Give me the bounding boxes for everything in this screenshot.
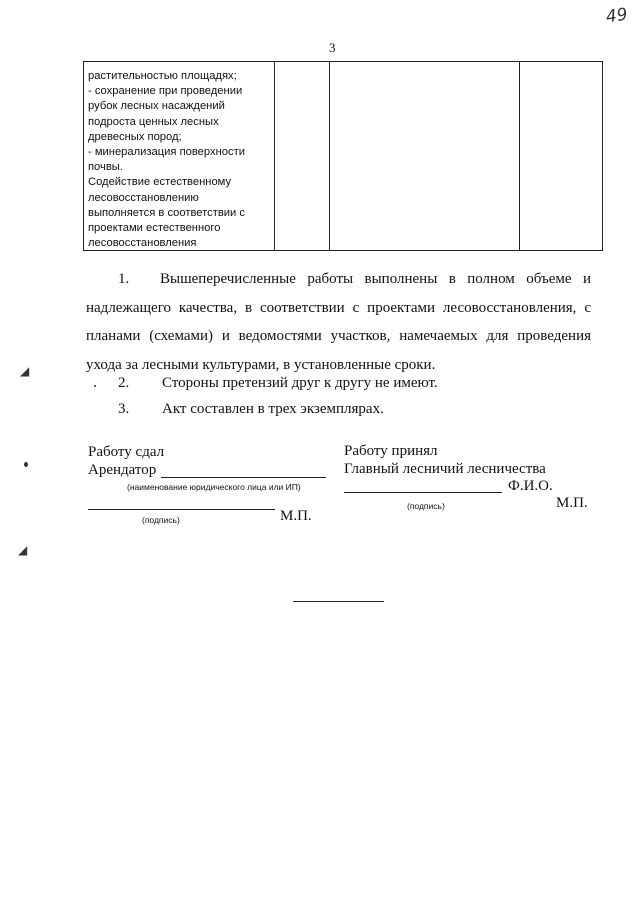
cell-line: Содействие естественному [88, 176, 232, 189]
scan-mark: ◢ [18, 543, 28, 557]
item-2-number: 2. [118, 375, 130, 391]
cell-line: древесных пород; [88, 130, 182, 143]
right-stamp-label: М.П. [556, 495, 588, 511]
page-number: 3 [329, 40, 336, 55]
left-stamp-label: М.П. [280, 508, 312, 524]
continuation-table [83, 61, 603, 251]
cell-line: проектами естественного [88, 222, 221, 235]
scan-speck [94, 385, 96, 387]
left-signature-title: Работу сдал [88, 444, 165, 460]
table-cell-description [88, 69, 273, 251]
cell-line: рубок лесных насаждений [88, 100, 225, 113]
left-signature-line [88, 509, 275, 510]
table-column-divider [519, 61, 520, 251]
left-signature-role: Арендатор [88, 462, 157, 478]
scan-mark: ◢ [20, 364, 30, 378]
right-signature-title: Работу принял [344, 443, 438, 459]
left-signature-caption: (подпись) [142, 515, 180, 525]
item-3-number: 3. [118, 401, 130, 417]
legal-entity-line [161, 477, 326, 478]
item-3-text: Акт составлен в трех экземплярах. [162, 401, 384, 417]
cell-line: лесовосстановления [88, 237, 197, 250]
handwritten-page-number: 49 [604, 4, 629, 28]
right-signature-caption: (подпись) [407, 501, 445, 511]
table-column-divider [274, 61, 275, 251]
cell-line: - сохранение при проведении [88, 85, 243, 98]
cell-line: подроста ценных лесных [88, 115, 219, 128]
closing-rule [293, 601, 384, 602]
cell-line: выполняется в соответствии с [88, 206, 246, 219]
right-signature-role: Главный лесничий лесничества [344, 461, 546, 477]
item-3 [118, 401, 384, 418]
cell-line: почвы. [88, 161, 123, 174]
cell-line: - минерализация поверхности [88, 146, 245, 159]
item-2 [118, 375, 438, 392]
item-1-number: 1. [118, 271, 130, 287]
cell-line: лесовосстановлению [88, 191, 199, 204]
legal-entity-caption: (наименование юридического лица или ИП) [127, 482, 301, 492]
item-1-paragraph [86, 265, 591, 379]
table-column-divider [329, 61, 330, 251]
right-signature-line [344, 492, 502, 493]
item-1-text: Вышеперечисленные работы выполнены в полном объеме и надлежащего качества, в соответствии с проектами лесовосстановления, с планами (схемами) и ведомостями участков, намечаемых для проведения ухода за лесными культурами, в установленные сроки. [86, 271, 591, 373]
cell-line: растительностью площадях; [88, 70, 237, 82]
scan-speck [24, 462, 28, 467]
fio-label: Ф.И.О. [508, 478, 553, 494]
item-2-text: Стороны претензий друг к другу не имеют. [162, 375, 438, 391]
